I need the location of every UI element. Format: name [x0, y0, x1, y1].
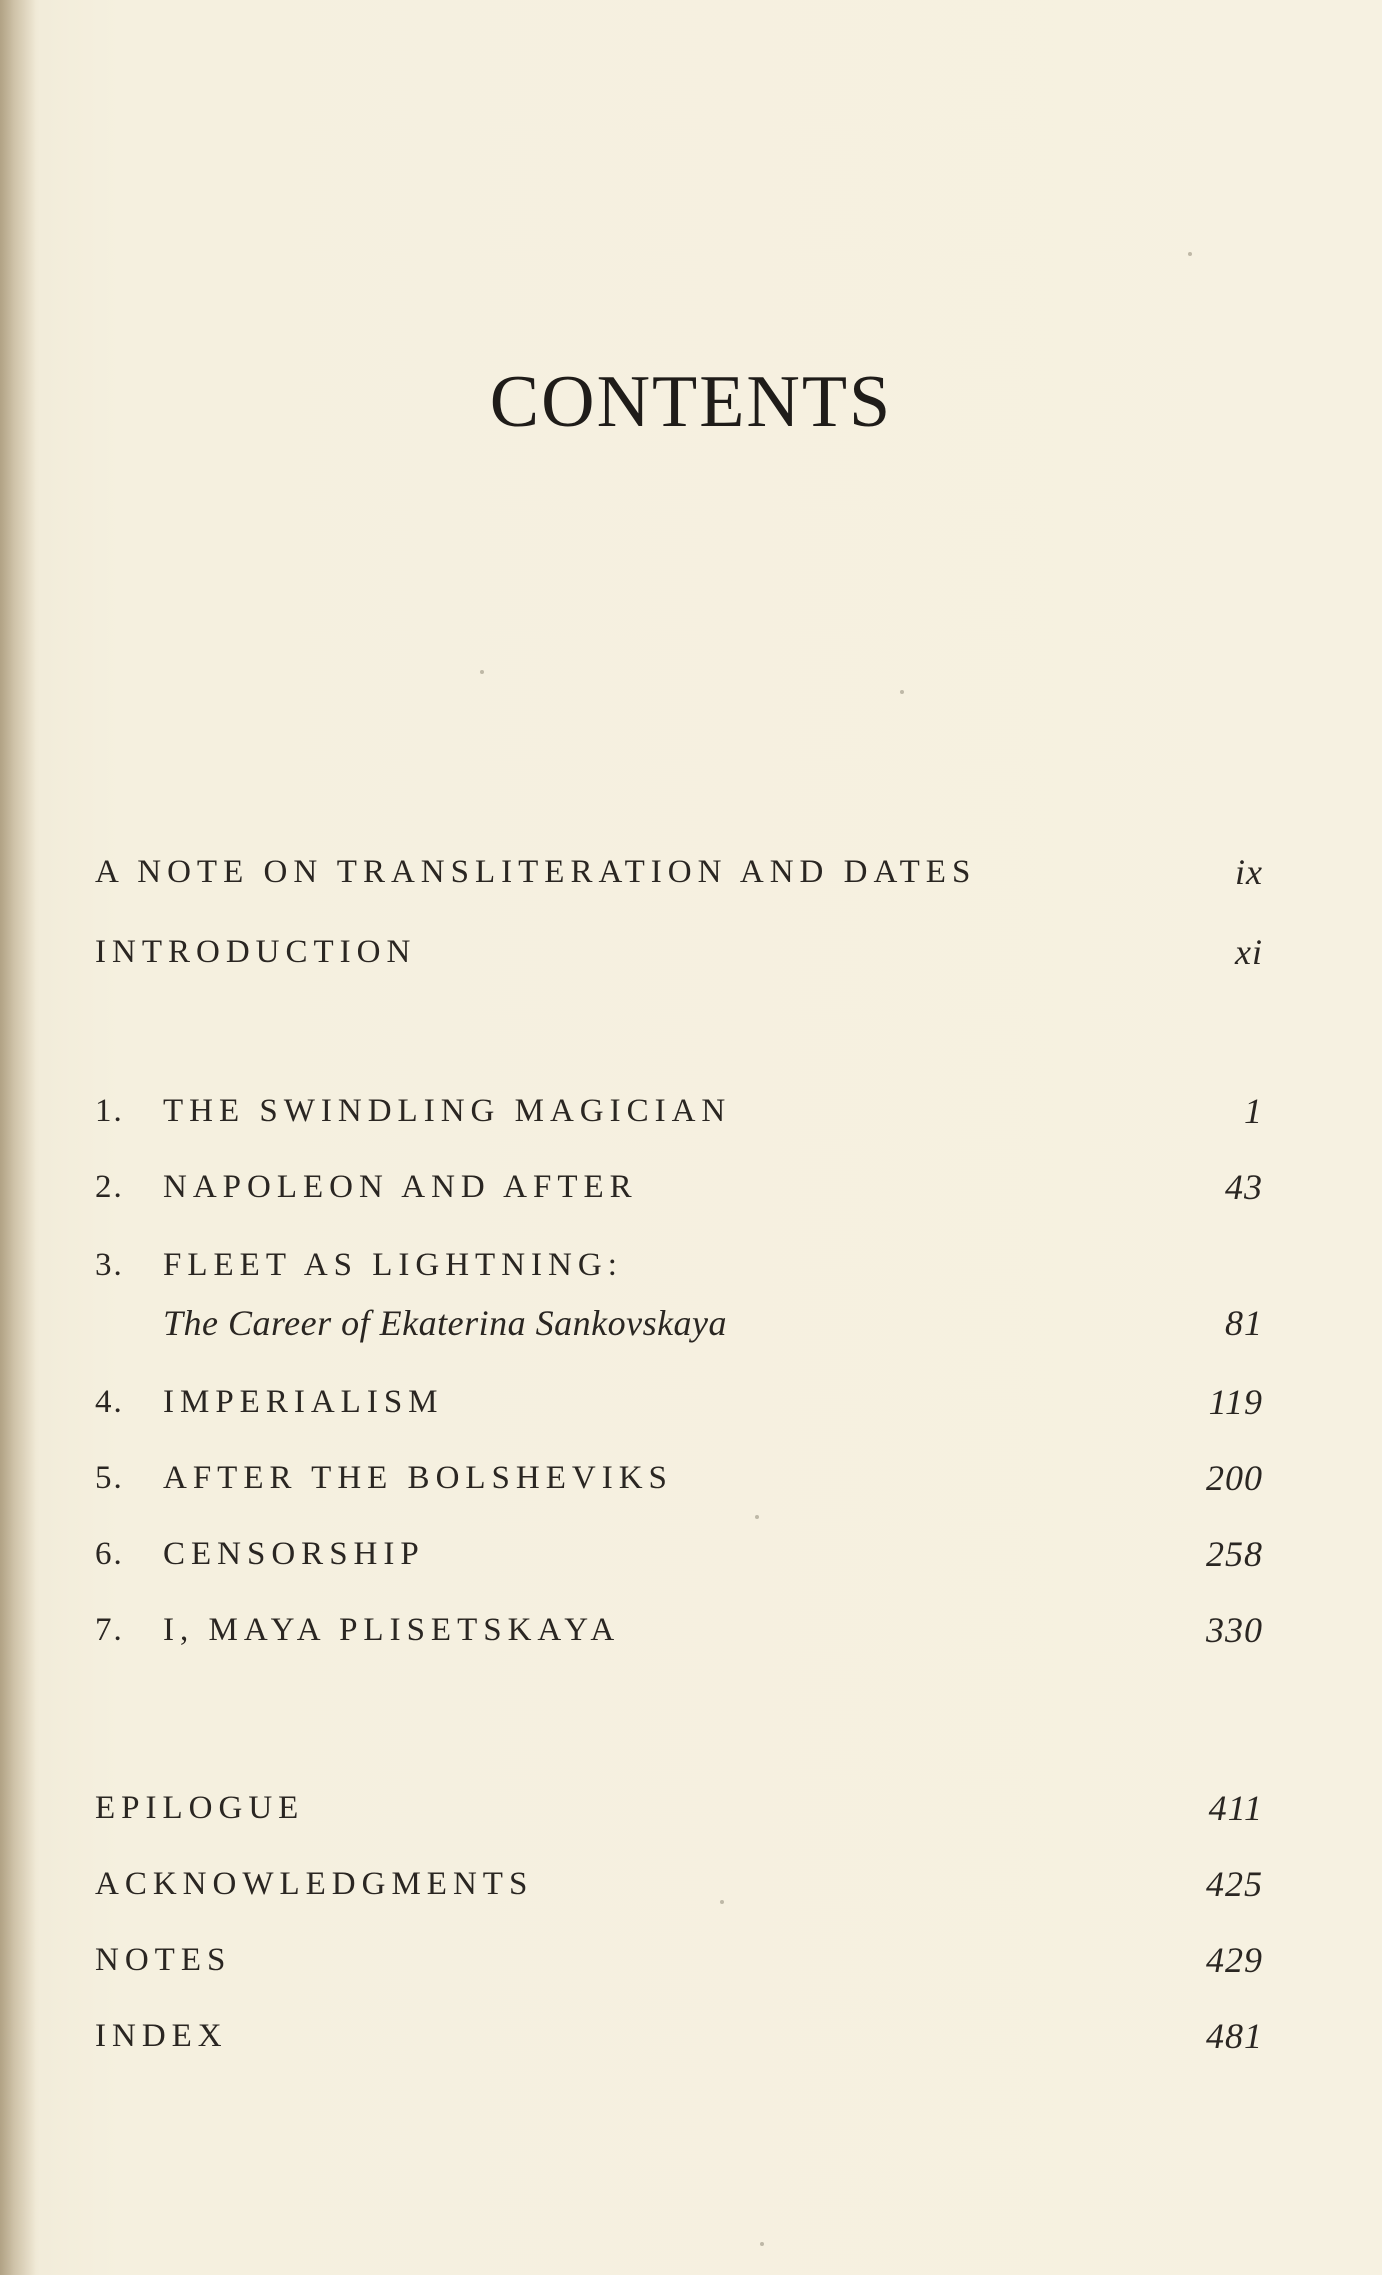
- toc-chapter-4: [95, 1382, 1263, 1422]
- paper-speck: [755, 1515, 759, 1519]
- toc-entry-notes: [95, 1940, 1263, 1980]
- paper-speck: [1188, 252, 1192, 256]
- toc-entry-epilogue: [95, 1788, 1263, 1828]
- chapter-title: CENSORSHIP: [163, 1536, 425, 1572]
- chapter-number: 2.: [95, 1169, 124, 1205]
- chapter-number: 4.: [95, 1384, 124, 1420]
- chapter-subtitle: The Career of Ekaterina Sankovskaya: [163, 1303, 728, 1343]
- toc-entry-label: INTRODUCTION: [95, 934, 417, 970]
- toc-chapter-1: [95, 1091, 1263, 1131]
- toc-entry-label: NOTES: [95, 1942, 232, 1978]
- toc-entry-page: ix: [1235, 852, 1263, 892]
- chapter-page: 119: [1208, 1382, 1263, 1422]
- chapter-title: AFTER THE BOLSHEVIKS: [163, 1460, 673, 1496]
- chapter-page: 43: [1225, 1167, 1263, 1207]
- chapter-page: 330: [1206, 1610, 1263, 1650]
- page-title: CONTENTS: [489, 361, 893, 443]
- toc-chapter-7: [95, 1610, 1263, 1650]
- toc-chapter-6: [95, 1534, 1263, 1574]
- toc-entry-introduction: [95, 932, 1263, 972]
- toc-entry-page: 429: [1206, 1940, 1263, 1980]
- paper-speck: [760, 2242, 764, 2246]
- chapter-title: FLEET AS LIGHTNING:: [163, 1247, 623, 1283]
- chapter-page: 200: [1206, 1458, 1263, 1498]
- toc-entry-label: A NOTE ON TRANSLITERATION AND DATES: [95, 854, 977, 890]
- paper-speck: [480, 670, 484, 674]
- chapter-number: 5.: [95, 1460, 124, 1496]
- toc-entry-page: xi: [1235, 932, 1263, 972]
- chapter-number: 7.: [95, 1612, 124, 1648]
- chapter-number: 3.: [95, 1247, 124, 1283]
- toc-entry-page: 481: [1206, 2016, 1263, 2056]
- page-binding-shadow: [0, 0, 36, 2275]
- chapter-page: 258: [1206, 1534, 1263, 1574]
- chapter-number: 1.: [95, 1093, 124, 1129]
- toc-entry-page: 411: [1208, 1788, 1263, 1828]
- toc-entry-index: [95, 2016, 1263, 2056]
- toc-entry-label: INDEX: [95, 2018, 228, 2054]
- paper-speck: [900, 690, 904, 694]
- toc-entry-acknowledgments: [95, 1864, 1263, 1904]
- chapter-number: 6.: [95, 1536, 124, 1572]
- toc-entry-label: EPILOGUE: [95, 1790, 305, 1826]
- toc-chapter-5: [95, 1458, 1263, 1498]
- chapter-title: NAPOLEON AND AFTER: [163, 1169, 638, 1205]
- chapter-title: IMPERIALISM: [163, 1384, 444, 1420]
- toc-entry-note: [95, 852, 1263, 892]
- chapter-page: 81: [1225, 1303, 1263, 1343]
- toc-entry-label: ACKNOWLEDGMENTS: [95, 1866, 534, 1902]
- chapter-page: 1: [1244, 1091, 1263, 1131]
- chapter-title: THE SWINDLING MAGICIAN: [163, 1093, 732, 1129]
- chapter-title: I, MAYA PLISETSKAYA: [163, 1612, 621, 1648]
- paper-speck: [720, 1900, 724, 1904]
- toc-chapter-3: [95, 1245, 1263, 1343]
- toc-chapter-2: [95, 1167, 1263, 1207]
- toc-entry-page: 425: [1206, 1864, 1263, 1904]
